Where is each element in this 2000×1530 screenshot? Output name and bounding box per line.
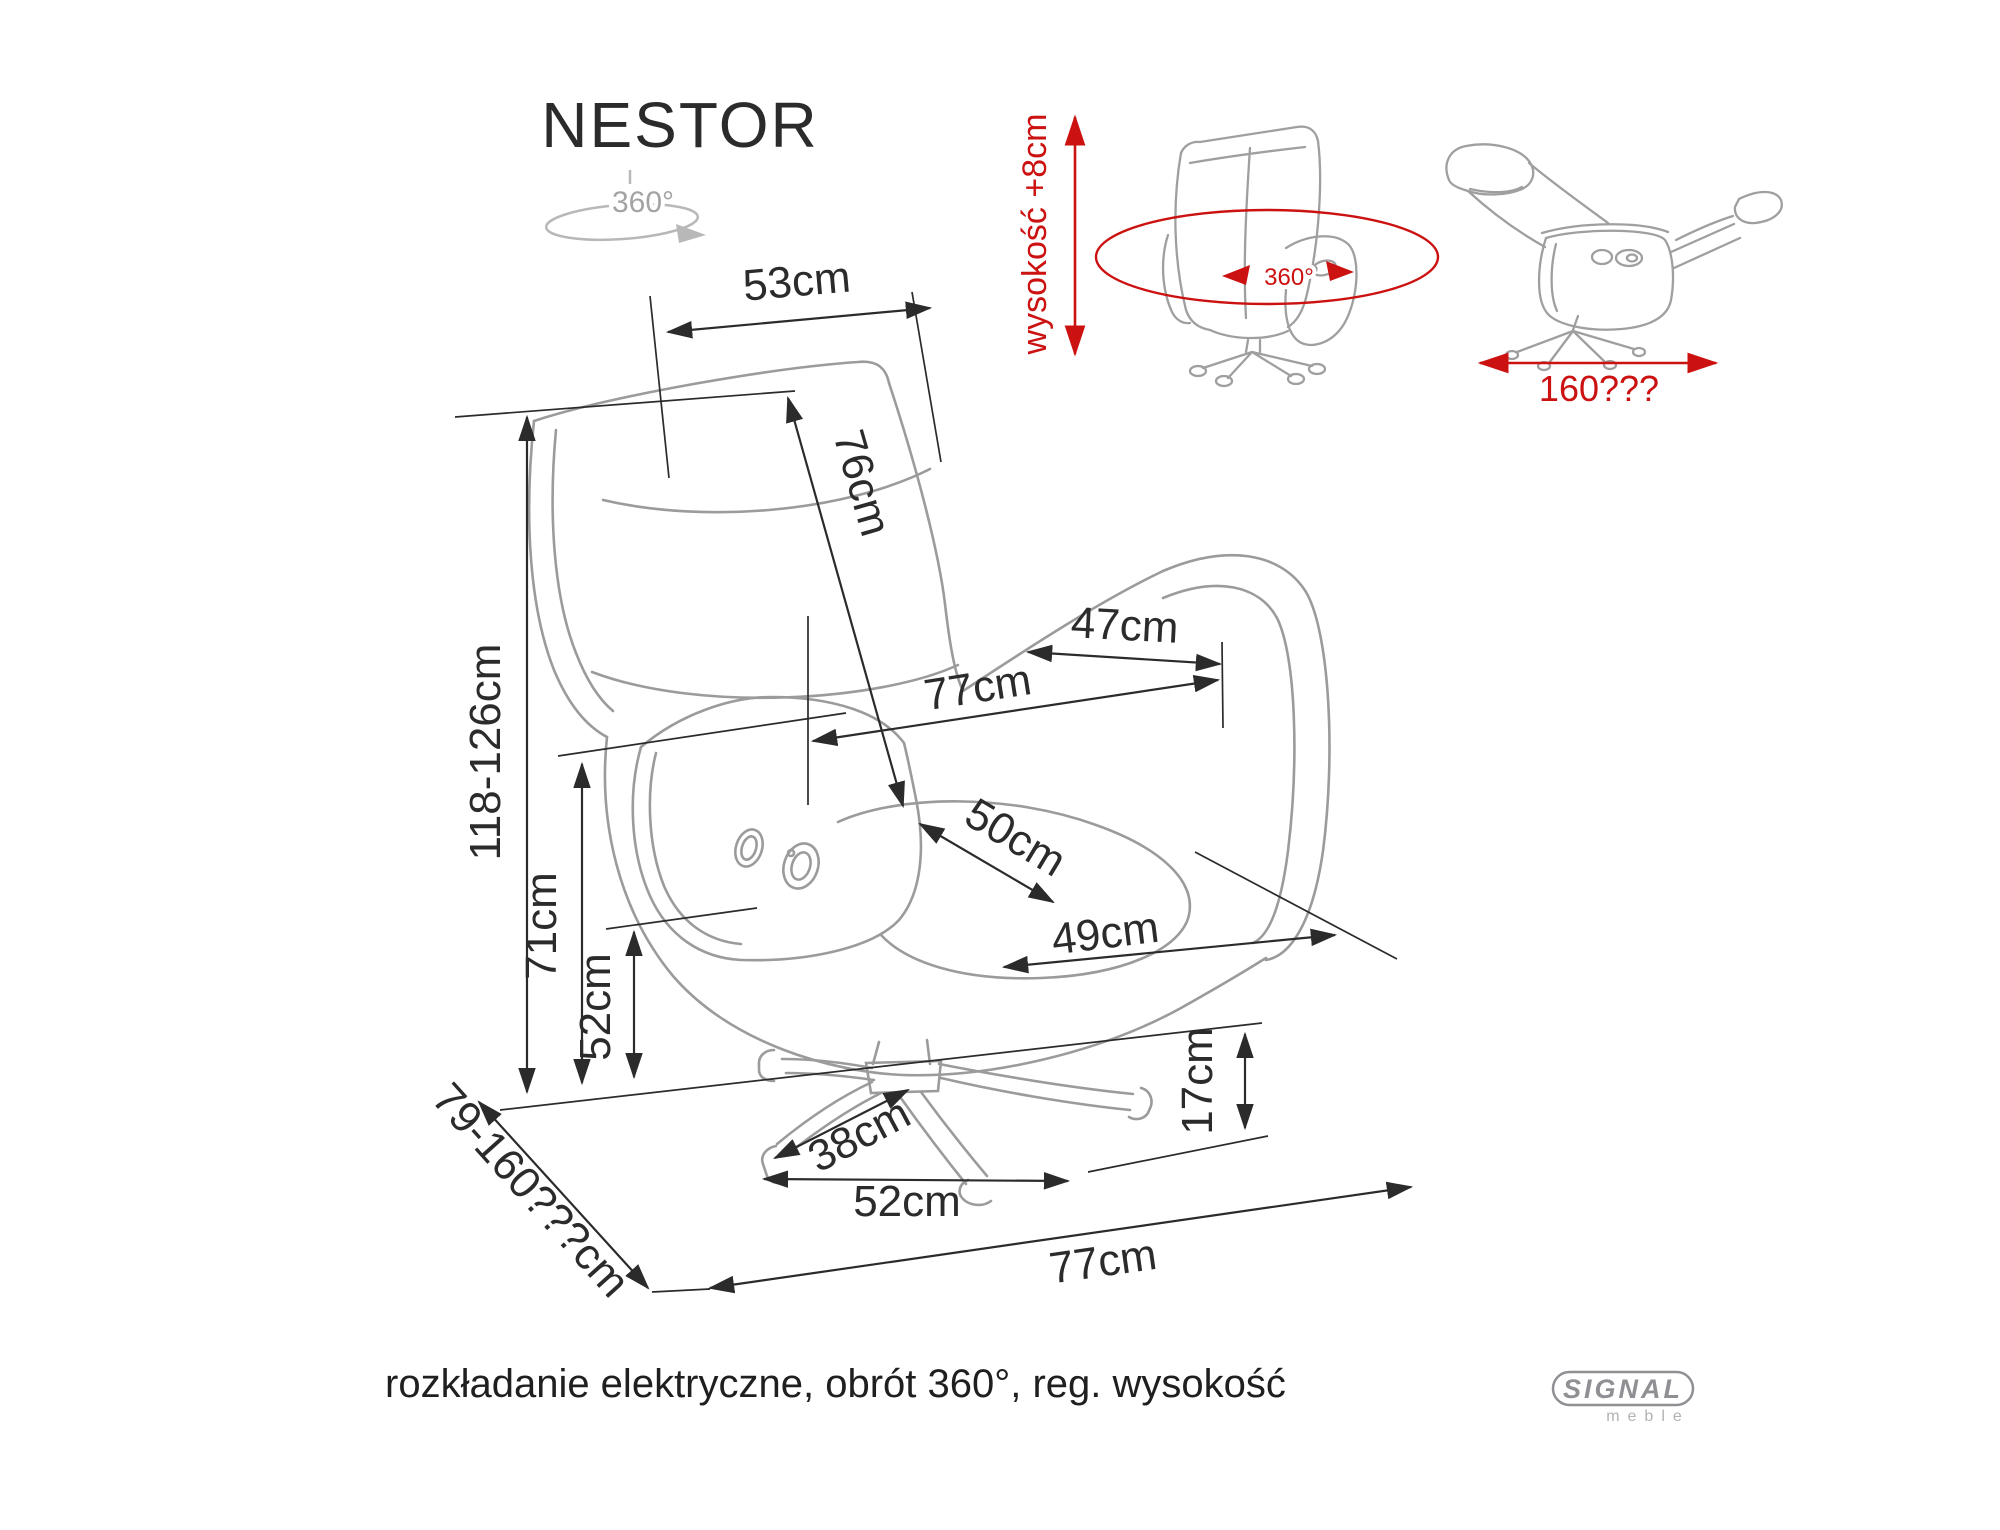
dim-label-overall-depth: 77cm (1046, 1229, 1160, 1294)
dim-label-upper-width: 47cm (1069, 598, 1180, 653)
dim-label-total-height: 118-126cm (461, 643, 510, 861)
dim-label-extended-depth: 79-160???cm (422, 1073, 640, 1307)
dim-label-seat-depth: 50cm (956, 788, 1075, 887)
logo-subtitle-text: meble (1606, 1408, 1690, 1425)
dim-label-base-height: 17cm (1173, 1027, 1222, 1135)
logo-brand-text: SIGNAL (1562, 1374, 1684, 1404)
dim-headrest-width (650, 252, 941, 478)
dim-total-height (455, 391, 795, 1092)
dim-label-seat-width: 49cm (1048, 902, 1162, 965)
dim-base-span (764, 1177, 1068, 1226)
dim-backrest-length (788, 398, 903, 806)
dim-upper-width (1028, 598, 1223, 728)
dim-label-backrest-length: 76cm (823, 424, 901, 542)
back-view-rotation-label: 360° (1264, 264, 1314, 291)
dim-seat-depth (920, 789, 1074, 902)
dim-label-overall-width: 77cm (920, 655, 1035, 721)
dim-armrest-height (517, 713, 846, 1083)
reclined-view-figure (1446, 144, 1781, 409)
dim-overall-depth (652, 1187, 1411, 1293)
footer-description: rozkładanie elektryczne, obrót 360°, reg. wysokość (385, 1362, 1286, 1406)
dim-label-base-leg: 38cm (800, 1088, 919, 1183)
dim-label-armrest-height: 71cm (517, 872, 566, 980)
dim-base-height (1088, 1027, 1268, 1172)
dim-extended-depth (423, 1074, 648, 1307)
dim-seat-height (571, 908, 757, 1077)
dim-label-headrest-width: 53cm (741, 252, 853, 311)
rotation-ring (1096, 210, 1438, 304)
height-adjust-label: wysokość +8cm (1016, 113, 1054, 355)
recline-width-label: 160??? (1538, 368, 1660, 409)
rotation-360-icon (545, 170, 706, 244)
dim-label-seat-height: 52cm (571, 953, 620, 1061)
page-title: NESTOR (541, 89, 819, 161)
dim-label-base-span: 52cm (853, 1177, 961, 1226)
header (541, 89, 819, 244)
recline-width-dimension (1480, 363, 1716, 409)
dim-seat-width (1004, 852, 1397, 967)
dim-base-leg (775, 1088, 918, 1182)
back-view-figure (1016, 114, 1438, 386)
height-adjust-dimension (1016, 114, 1075, 356)
brand-logo (1553, 1372, 1693, 1425)
rotation-360-label: 360° (611, 186, 675, 219)
